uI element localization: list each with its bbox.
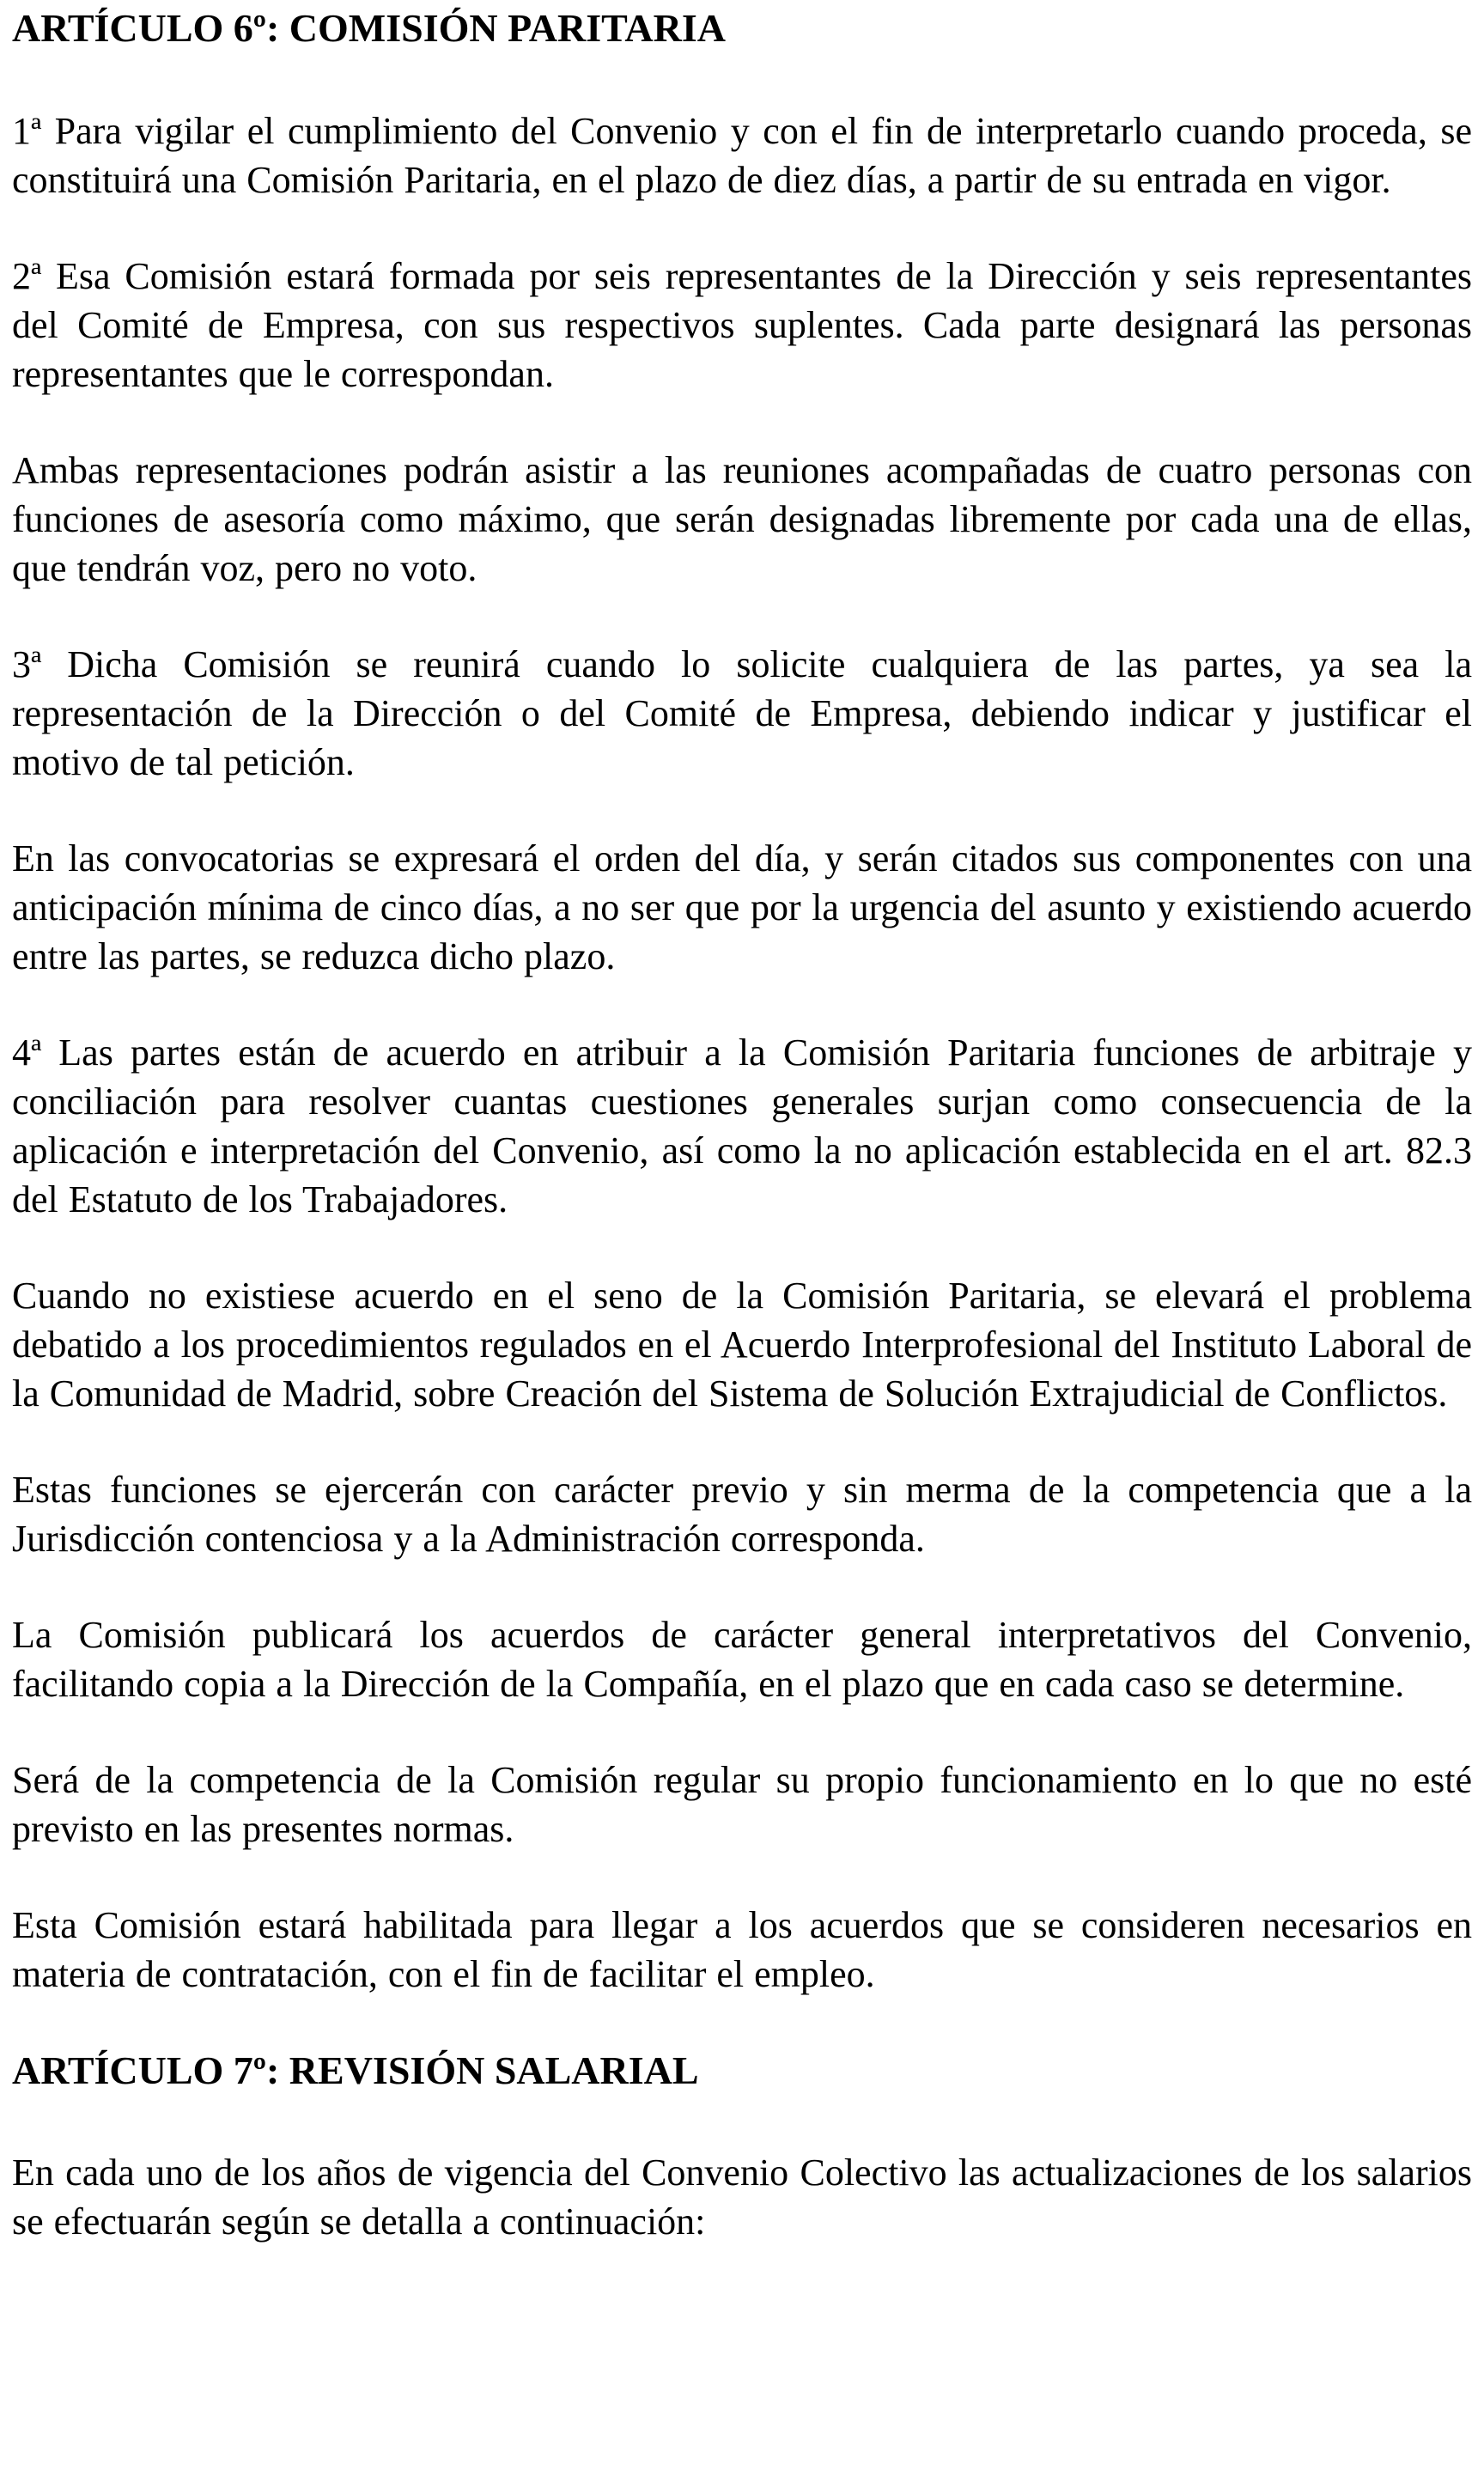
paragraph: Esta Comisión estará habilitada para llegar a los acuerdos que se consideren necesarios en materia de contratación, con el fin de facilitar el empleo. bbox=[12, 1903, 1472, 1995]
paragraph: Será de la competencia de la Comisión regular su propio funcionamiento en lo que no esté previsto en las presentes normas. bbox=[12, 1758, 1472, 1850]
paragraph: La Comisión publicará los acuerdos de carácter general interpretativos del Convenio, facilitando copia a la Dirección de la Compañía, en el plazo que en cada caso se determine. bbox=[12, 1613, 1472, 1705]
article-heading: ARTÍCULO 6º: COMISIÓN PARITARIA bbox=[12, 6, 726, 50]
paragraph: Estas funciones se ejercerán con carácter previo y sin merma de la competencia que a la Jurisdicción contenciosa y a la Administración corresponda. bbox=[12, 1468, 1472, 1560]
article-heading: ARTÍCULO 7º: REVISIÓN SALARIAL bbox=[12, 2048, 699, 2092]
paragraph: En cada uno de los años de vigencia del Convenio Colectivo las actualizaciones de los salarios se efectuarán según se detalla a continuación: bbox=[12, 2151, 1472, 2243]
paragraph: 2ª Esa Comisión estará formada por seis representantes de la Dirección y seis representantes del Comité de Empresa, con sus respectivos suplentes. Cada parte designará las personas representantes que le correspondan. bbox=[12, 254, 1472, 395]
paragraph: En las convocatorias se expresará el orden del día, y serán citados sus componentes con una anticipación mínima de cinco días, a no ser que por la urgencia del asunto y existiendo acuerdo entre las partes, se reduzca dicho plazo. bbox=[12, 837, 1472, 977]
paragraph: Ambas representaciones podrán asistir a las reuniones acompañadas de cuatro personas con funciones de asesoría como máximo, que serán designadas libremente por cada una de ellas, que tendrán voz, pero no voto. bbox=[12, 448, 1472, 589]
paragraph: 4ª Las partes están de acuerdo en atribuir a la Comisión Paritaria funciones de arbitraje y conciliación para resolver cuantas cuestiones generales surjan como consecuencia de la aplicación e interpretación del Convenio, así como la no aplicación establecida en el art. 82.3 del Estatuto de los Trabajadores. bbox=[12, 1031, 1472, 1220]
paragraph: Cuando no existiese acuerdo en el seno de la Comisión Paritaria, se elevará el problema debatido a los procedimientos regulados en el Acuerdo Interprofesional del Instituto Laboral de la Comunidad de Madrid, sobre Creación del Sistema de Solución Extrajudicial de Conflictos. bbox=[12, 1274, 1472, 1415]
paragraph: 1ª Para vigilar el cumplimiento del Convenio y con el fin de interpretarlo cuando proceda, se constituirá una Comisión Paritaria, en el plazo de diez días, a partir de su entrada en vigor. bbox=[12, 109, 1472, 201]
paragraph: 3ª Dicha Comisión se reunirá cuando lo solicite cualquiera de las partes, ya sea la representación de la Dirección o del Comité de Empresa, debiendo indicar y justificar el motivo de tal petición. bbox=[12, 642, 1472, 783]
